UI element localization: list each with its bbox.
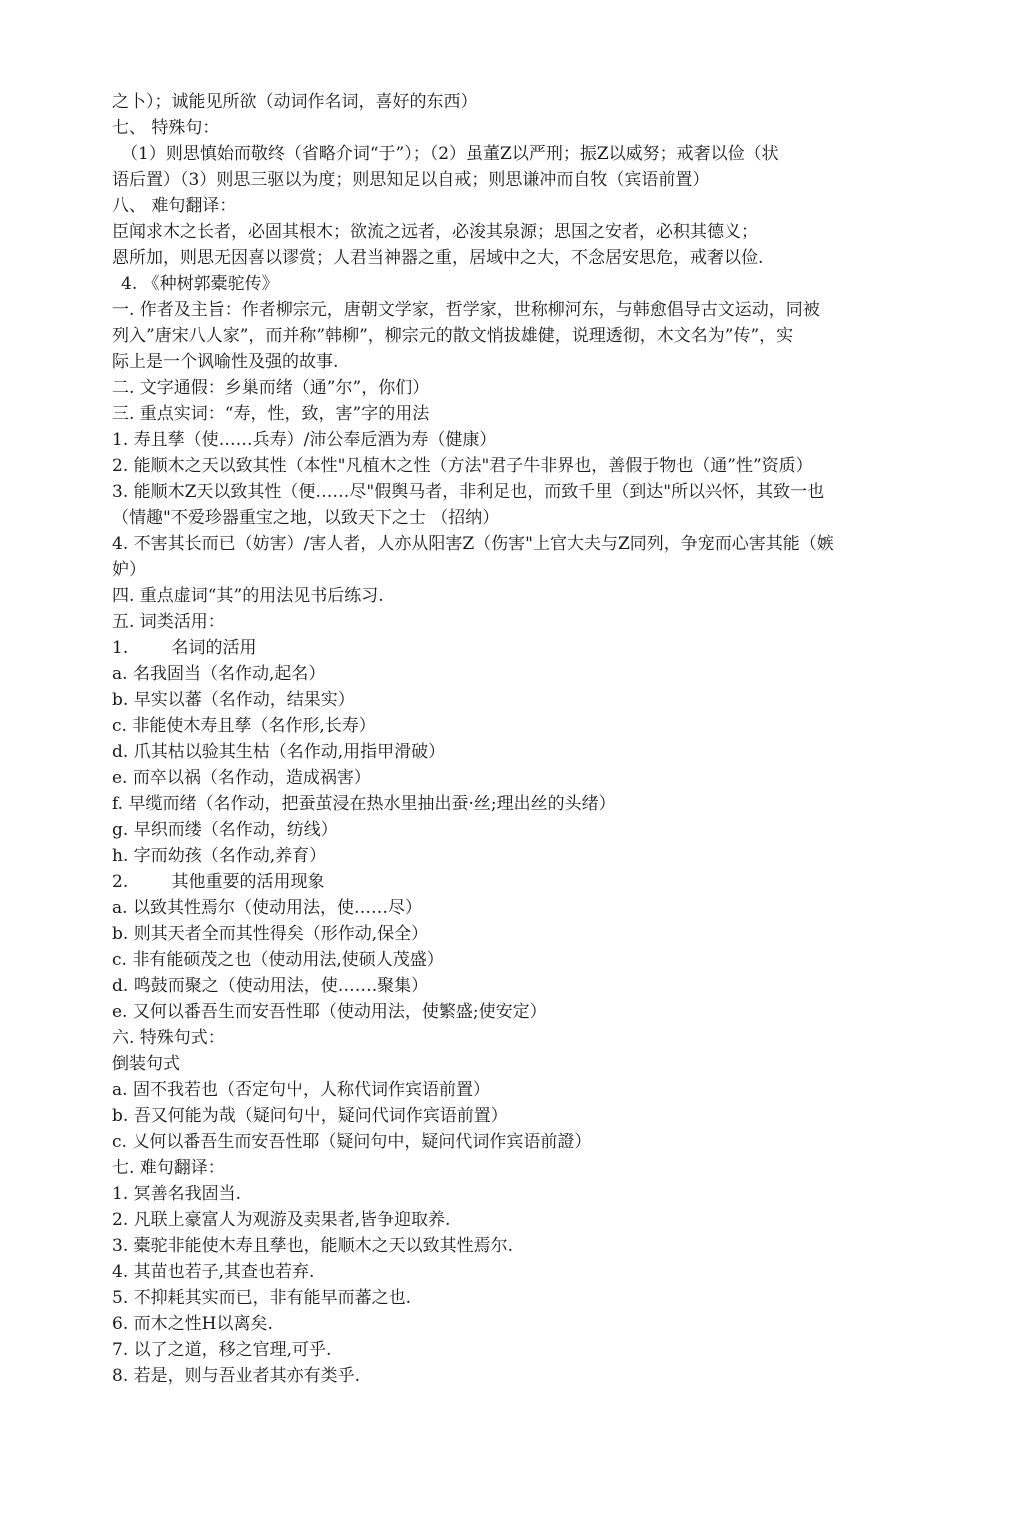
text-line: 语后置）（3）则思三驱以为度；则思知足以自戒；则思谦冲而自牧（宾语前置） xyxy=(112,170,710,190)
list-item: d. 鸣鼓而聚之（使动用法，使…….聚集） xyxy=(112,976,429,996)
text-line: 臣闻求木之长者，必固其根木；欲流之远者，必浚其泉源；思国之安者，必积其德义； xyxy=(112,222,758,242)
list-item: 5. 不抑耗其实而已，非有能早而蕃之也. xyxy=(112,1288,412,1308)
text-line: 一. 作者及主旨：作者柳宗元，唐朝文学家，哲学家，世称柳河东，与韩愈倡导古文运动，同被 xyxy=(112,300,820,320)
list-item: 3. 能顺木Z天以致其性（便……尽"假舆马者，非利足也，而致千里（到达"所以兴怀，其致一也 xyxy=(112,482,825,502)
list-item: a. 固不我若也（否定句屮，人称代词作宾语前置） xyxy=(112,1080,490,1100)
text-line: （情趣"不爱珍器重宝之地，以致天下之士 （招纳） xyxy=(112,508,500,528)
section-heading: 七、 特殊句： xyxy=(112,118,220,138)
section-heading: 四. 重点虚词“其”的用法见书后练习. xyxy=(112,586,384,606)
section-heading: 五. 词类活用： xyxy=(112,612,225,632)
subsection-heading: 1. 名词的活用 xyxy=(112,638,257,658)
list-item: 1. 寿且孳（使……兵寿）/沛公奉卮酒为寿（健康） xyxy=(112,430,497,450)
text-line: 妒） xyxy=(112,560,146,580)
list-item: f. 早缆而绪（名作动，把蚕茧浸在热水里抽出蚕·丝;理出丝的头绪） xyxy=(112,794,616,814)
list-item: 4. 不害其长而已（妨害）/害人者，人亦从阳害Z（伤害"上官大夫与Z同列，争宠而心害其能（嫉 xyxy=(112,534,834,554)
text-line: 列入”唐宋八人家”，而并称”韩柳”，柳宗元的散文悄拔雄健，说理透彻，木文名为”传”，实 xyxy=(112,326,794,346)
list-item: 6. 而木之性H以离矣. xyxy=(112,1314,273,1334)
list-item: 4. 其苗也若子,其查也若弃. xyxy=(112,1262,315,1282)
list-item: c. 非能使木寿且孳（名作形,长寿） xyxy=(112,716,376,736)
list-item: a. 名我固当（名作动,起名） xyxy=(112,664,326,684)
list-item: e. 又何以番吾生而安吾性耶（使动用法，使繁盛;使安定） xyxy=(112,1002,547,1022)
list-item: 2. 能顺木之天以致其性（本性"凡植木之性（方法"君子牛非界也，善假于物也（通”性”资质） xyxy=(112,456,813,476)
list-item: 1. 冥善名我固当. xyxy=(112,1184,242,1204)
list-item: 8. 若是，则与吾业者其亦有类乎. xyxy=(112,1366,361,1386)
list-item: 3. 橐驼非能使木寿且孳也，能顺木之天以致其性焉尔. xyxy=(112,1236,514,1256)
section-heading: 三. 重点实词：“寿，性，致，害”字的用法 xyxy=(112,404,430,424)
section-heading: 八、 难句翻译： xyxy=(112,196,237,216)
subsection-heading: 倒装句式 xyxy=(112,1054,180,1074)
list-item: e. 而卒以祸（名作动，造成祸害） xyxy=(112,768,371,788)
lesson-title: 4. 《种树郭橐驼传》 xyxy=(121,274,279,294)
section-heading: 二. 文字通假：乡巢而绪（通”尔”，你们） xyxy=(112,378,430,398)
subsection-heading: 2. 其他重要的活用现象 xyxy=(112,872,325,892)
list-item: g. 早织而缕（名作动，纺线） xyxy=(112,820,338,840)
list-item: a. 以致其性焉尔（使动用法，使……尽） xyxy=(112,898,422,918)
list-item: b. 则其天者全而其性得矣（形作动,保全） xyxy=(112,924,429,944)
section-heading: 七. 难句翻译： xyxy=(112,1158,225,1178)
list-item: h. 字而幼孩（名作动,养育） xyxy=(112,846,327,866)
text-line: 际上是一个讽喻性及强的故事. xyxy=(112,352,339,372)
list-item: b. 吾又何能为哉（疑问句屮，疑问代词作宾语前置） xyxy=(112,1106,508,1126)
list-item: 2. 凡联上豪富人为观游及卖果者,皆争迎取养. xyxy=(112,1210,451,1230)
list-item: 7. 以了之道，移之官理,可乎. xyxy=(112,1340,332,1360)
text-line: （1）则思慎始而敬终（省略介词“于”）；（2）虽董Z以严刑；振Z以威努；戒奢以俭（状 xyxy=(121,144,779,164)
text-line: 之卜）；诚能见所欲（动词作名词，喜好的东西） xyxy=(112,92,478,112)
section-heading: 六. 特殊句式： xyxy=(112,1028,225,1048)
list-item: c. 非有能硕茂之也（使动用法,使硕人茂盛） xyxy=(112,950,444,970)
list-item: c. 乂何以番吾生而安吾性耶（疑问句中，疑问代词作宾语前證） xyxy=(112,1132,592,1152)
list-item: d. 爪其枯以验其生枯（名作动,用指甲滑破） xyxy=(112,742,446,762)
list-item: b. 早实以蕃（名作动，结果实） xyxy=(112,690,355,710)
text-line: 恩所加，则思无因喜以谬赏；人君当神器之重，居域中之大，不念居安思危，戒奢以俭. xyxy=(112,248,764,268)
